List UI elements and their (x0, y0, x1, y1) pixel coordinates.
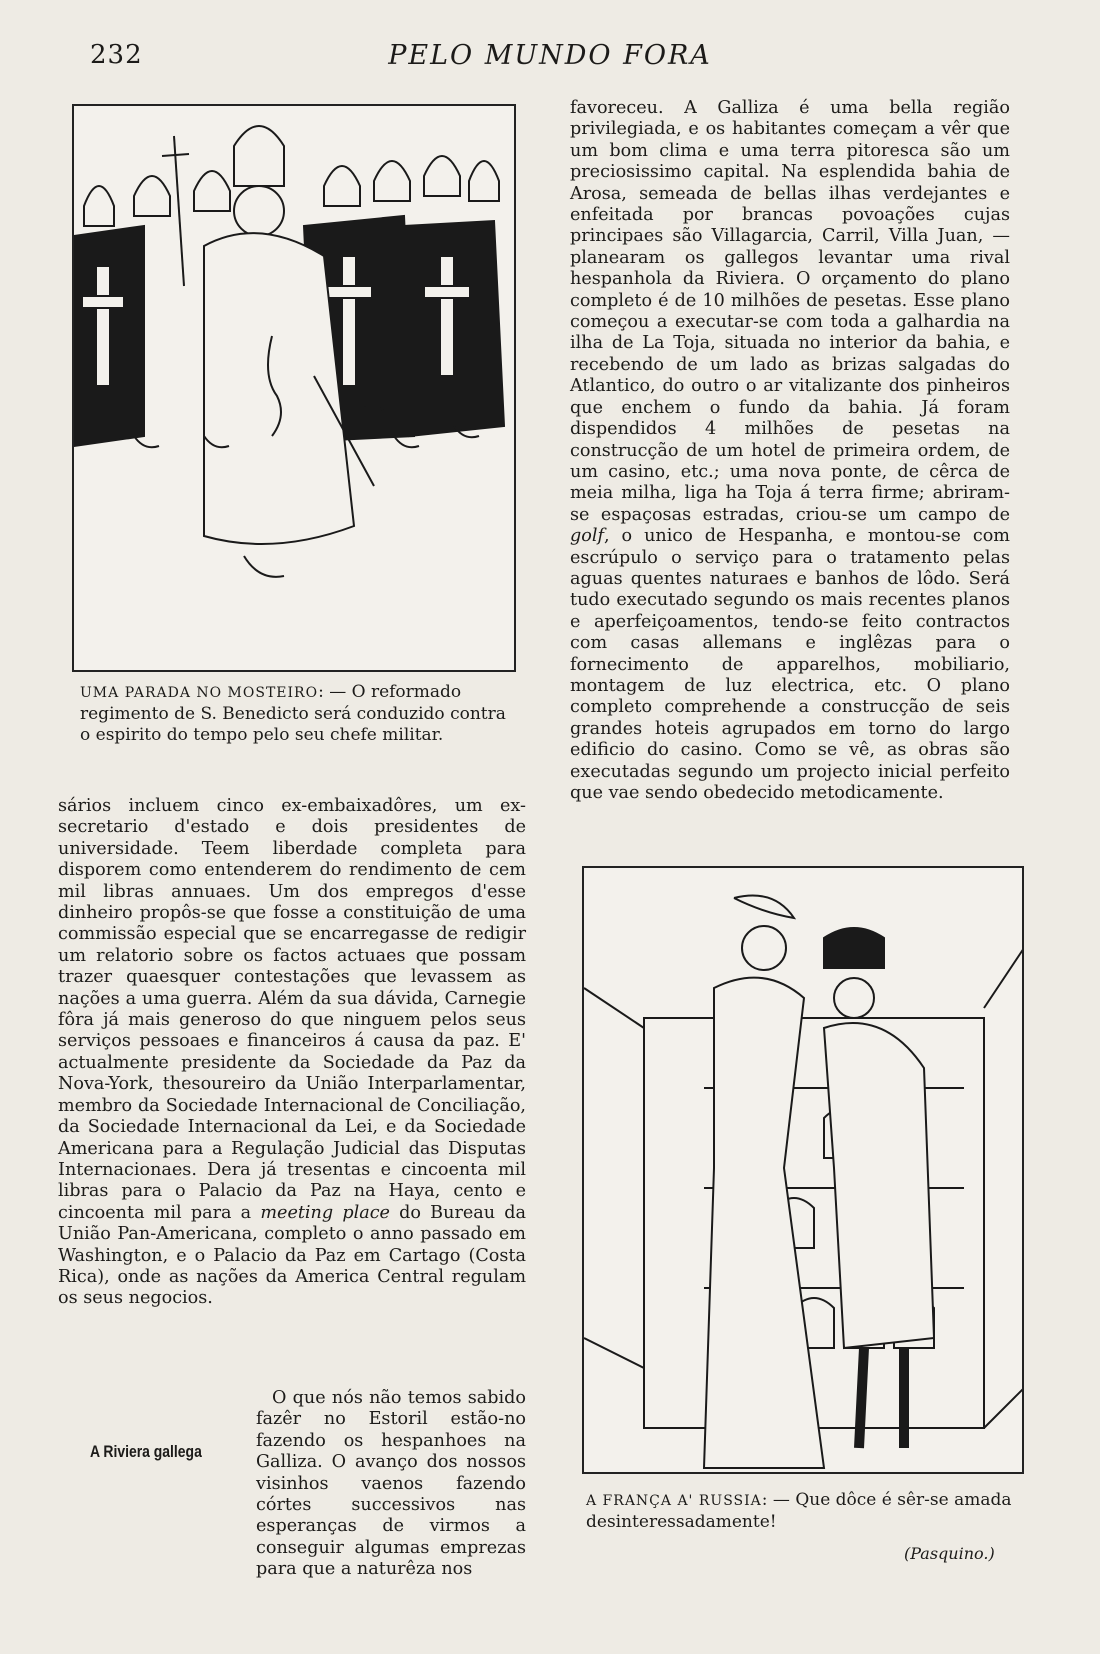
figure1-caption-text: : — O reformado regimento de S. Benedicto será conduzido contra o espirito do tempo pelo seu chefe militar. (80, 682, 506, 745)
monks-drawing (74, 106, 514, 670)
right-text-end: , o unico de Hespanha, e montou-se com escrúpulo o serviço para o tratamento pelas aguas quentes naturaes e banhos de lôdo. Será tudo executado segundo os mais recentes planos e aperfeiçoamentos, tendo-se feito contractos com casas allemans e inglêzas para o fornecimento de apparelhos, mobiliario, montagem de luz electrica, etc. O plano completo comprehende a construcção de seis grandes hoteis agrupados em torno do largo edificio do casino. Como se vê, as obras são executadas segundo um projecto inicial perfeito que vae sendo obedecido metodicamente. (570, 526, 1010, 803)
illustration-monastery-parade (72, 104, 516, 672)
figure2-caption-text: : — Que dôce é sêr-se amada desinteressadamente! (586, 1490, 1012, 1532)
figure1-caption-lead: UMA PARADA NO MOSTEIRO (80, 685, 319, 701)
illustration-france-russia (582, 866, 1024, 1474)
italic-golf: golf (570, 526, 604, 547)
section-text: O que nós não temos sabido fazêr no Estoril estão-no fazendo os hespanhoes na Galliza. O avanço dos nossos visinhos vaenos fazendo córtes successivos nas esperanças de virmos a conseguir algumas emprezas para que a naturêza nos (256, 1388, 526, 1580)
running-title: PELO MUNDO FORA (388, 40, 712, 71)
page-number: 232 (90, 40, 143, 70)
section-intro (256, 1388, 526, 1581)
side-heading: A Riviera gallega (90, 1442, 202, 1461)
italic-meeting-place: meeting place (260, 1202, 390, 1223)
figure1-caption (80, 682, 510, 746)
figure2-caption-lead: A FRANÇA A' RUSSIA (586, 1493, 762, 1509)
figure2-caption (586, 1490, 1016, 1533)
left-paragraph-text: sários incluem cinco ex-embaixadôres, um ex-secretario d'estado e dois presidentes de universidade. Teem liberdade completa para disporem como entenderem do rendimento de cem mil libras annuaes. Um dos empregos d'esse dinheiro propôs-se que fosse a constituição de uma commissão especial que se encarregasse de redigir um relatorio sobre os factos actuaes que possam trazer quaesquer contestações que levassem as nações a uma guerra. Além da sua dávida, Carnegie fôra já mais generoso do que ninguem pelos seus serviços pessoaes e financeiros á causa da paz. E' actualmente presidente da Sociedade da Paz da Nova-York, thesoureiro da União Interparlamentar, membro da Sociedade Internacional de Conciliação, da Sociedade Internacional da Lei, e da Sociedade Americana para a Regulação Judicial das Disputas Internacionaes. Dera já tresentas e cincoenta mil libras para o Palacio da Paz na Haya, cento e cincoenta mil para a (58, 796, 526, 1223)
right-text-start: favoreceu. A Galliza é uma bella região privilegiada, e os habitantes começam a vêr que um bom clima e uma terra pitoresca são um preciosissimo capital. Na esplendida bahia de Arosa, semeada de bellas ilhas verdejantes e enfeitada por brancas povoações cujas principaes são Villagarcia, Carril, Villa Juan, — planearam os gallegos levantar uma rival hespanhola da Riviera. O orçamento do plano completo é de 10 milhões de pesetas. Esse plano começou a executar-se com toda a galhardia na ilha de La Toja, situada no interior da bahia, e recebendo de um lado as brizas salgadas do Atlantico, do outro o ar vitalizante dos pinheiros que enchem o fundo da bahia. Já foram dispendidos 4 milhões de pesetas na construcção de um hotel de primeira ordem, de um casino, etc.; uma nova ponte, de cêrca de meia milha, liga ha Toja á terra firme; abriram-se espaçosas estradas, criou-se um campo de (570, 98, 1010, 525)
left-paragraph (58, 796, 526, 1310)
left-column (58, 796, 526, 1310)
right-paragraph (570, 98, 1010, 804)
right-column (570, 98, 1010, 804)
figure2-credit: (Pasquino.) (904, 1544, 995, 1563)
left-paragraph-end: do Bureau da União Pan-Americana, completo o anno passado em Washington, e o Palacio da Paz em Cartago (Costa Rica), onde as nações da America Central regulam os seus negocios. (58, 1202, 527, 1309)
safe-drawing (584, 868, 1022, 1472)
